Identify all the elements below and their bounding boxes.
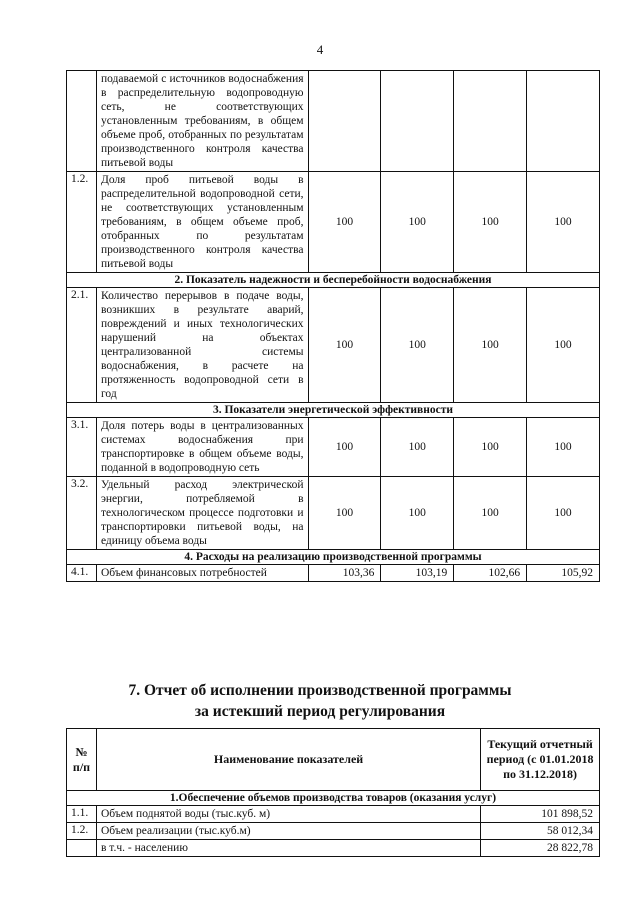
- indicator-row: [67, 71, 600, 172]
- indicator-value: 100: [308, 172, 381, 273]
- indicator-row: [67, 477, 600, 550]
- report-table-header-row: [67, 729, 600, 791]
- indicator-number: 1.2.: [67, 172, 97, 273]
- indicator-row: [67, 418, 600, 477]
- report-row-value: 101 898,52: [481, 806, 600, 823]
- indicator-description: Доля проб питьевой воды в распределительной водопроводной сети, не соответствующих установленным требованиям, в общем объеме проб, отобранных по результатам производственного контроля качества питьевой воды: [96, 172, 308, 273]
- indicator-number: 4.1.: [67, 565, 97, 582]
- report-row: [67, 806, 600, 823]
- section-row: [67, 550, 600, 565]
- indicator-value: 100: [308, 477, 381, 550]
- report-section-title: 1.Обеспечение объемов производства товаров (оказания услуг): [67, 791, 600, 806]
- report-row-name: Объем поднятой воды (тыс.куб. м): [96, 806, 480, 823]
- indicator-description: Удельный расход электрической энергии, потребляемой в технологическом процессе подготовки и транспортировки питьевой воды, на единицу объема воды: [96, 477, 308, 550]
- indicator-value: 102,66: [454, 565, 527, 582]
- indicator-value: [381, 71, 454, 172]
- section-row: [67, 403, 600, 418]
- report-title-line1: 7. Отчет об исполнении производственной программы: [128, 682, 512, 699]
- report-title-line2: за истекший период регулирования: [194, 703, 446, 720]
- indicator-row: [67, 172, 600, 273]
- indicator-value: 103,19: [381, 565, 454, 582]
- indicator-number: 2.1.: [67, 288, 97, 403]
- indicator-number: 3.1.: [67, 418, 97, 477]
- page-number: 4: [316, 42, 324, 57]
- indicator-value: 100: [527, 418, 600, 477]
- indicator-description: Количество перерывов в подаче воды, возникших в результате аварий, повреждений и иных технологических нарушений на объектах централизованной системы водоснабжения, в расчете на протяженность водопроводной сети в год: [96, 288, 308, 403]
- indicator-value: 103,36: [308, 565, 381, 582]
- header-name: [96, 729, 480, 791]
- report-row-value: 58 012,34: [481, 823, 600, 840]
- indicator-value: 100: [381, 172, 454, 273]
- header-num-text: № п/п: [72, 744, 91, 774]
- indicator-value: 100: [454, 172, 527, 273]
- indicator-value: 105,92: [527, 565, 600, 582]
- indicator-row: [67, 288, 600, 403]
- indicator-value: 100: [381, 288, 454, 403]
- section-title: 3. Показатели энергетической эффективности: [67, 403, 600, 418]
- indicator-value: 100: [527, 288, 600, 403]
- indicator-value: 100: [381, 418, 454, 477]
- report-row-name: Объем реализации (тыс.куб.м): [96, 823, 480, 840]
- report-row-num: 1.1.: [67, 806, 97, 823]
- indicator-description: подаваемой с источников водоснабжения в распределительную водопроводную сеть, не соответствующих установленным требованиям, в общем объеме проб, отобранных по результатам производственного контроля качества питьевой воды: [96, 71, 308, 172]
- indicator-value: 100: [454, 477, 527, 550]
- indicator-value: 100: [381, 477, 454, 550]
- indicator-value: 100: [308, 288, 381, 403]
- report-row: [67, 840, 600, 857]
- report-table: [66, 728, 600, 857]
- report-row-num: [67, 840, 97, 857]
- indicator-number: 3.2.: [67, 477, 97, 550]
- indicator-value: [308, 71, 381, 172]
- header-name-text: Наименование показателей: [213, 752, 364, 766]
- header-period-text: Текущий отчетный период (с 01.01.2018 по 31.12.2018): [486, 737, 594, 781]
- section-row: [67, 273, 600, 288]
- section-title: 4. Расходы на реализацию производственной программы: [67, 550, 600, 565]
- indicator-value: [527, 71, 600, 172]
- indicator-value: 100: [308, 418, 381, 477]
- indicator-description: Доля потерь воды в централизованных системах водоснабжения при транспортировке в общем объеме воды, поданной в водопроводную сеть: [96, 418, 308, 477]
- section-title: 2. Показатель надежности и бесперебойности водоснабжения: [67, 273, 600, 288]
- indicator-value: 100: [527, 477, 600, 550]
- indicator-value: 100: [527, 172, 600, 273]
- report-row-value: 28 822,78: [481, 840, 600, 857]
- report-title: [0, 680, 640, 722]
- indicator-row: [67, 565, 600, 582]
- report-row: [67, 823, 600, 840]
- report-row-num: 1.2.: [67, 823, 97, 840]
- header-num: [67, 729, 97, 791]
- header-period: [481, 729, 600, 791]
- report-row-name: в т.ч. - населению: [96, 840, 480, 857]
- indicator-value: 100: [454, 418, 527, 477]
- indicator-value: 100: [454, 288, 527, 403]
- indicators-table: [66, 70, 600, 582]
- indicator-value: [454, 71, 527, 172]
- report-section-row: [67, 791, 600, 806]
- indicator-number: [67, 71, 97, 172]
- indicator-description: Объем финансовых потребностей: [96, 565, 308, 582]
